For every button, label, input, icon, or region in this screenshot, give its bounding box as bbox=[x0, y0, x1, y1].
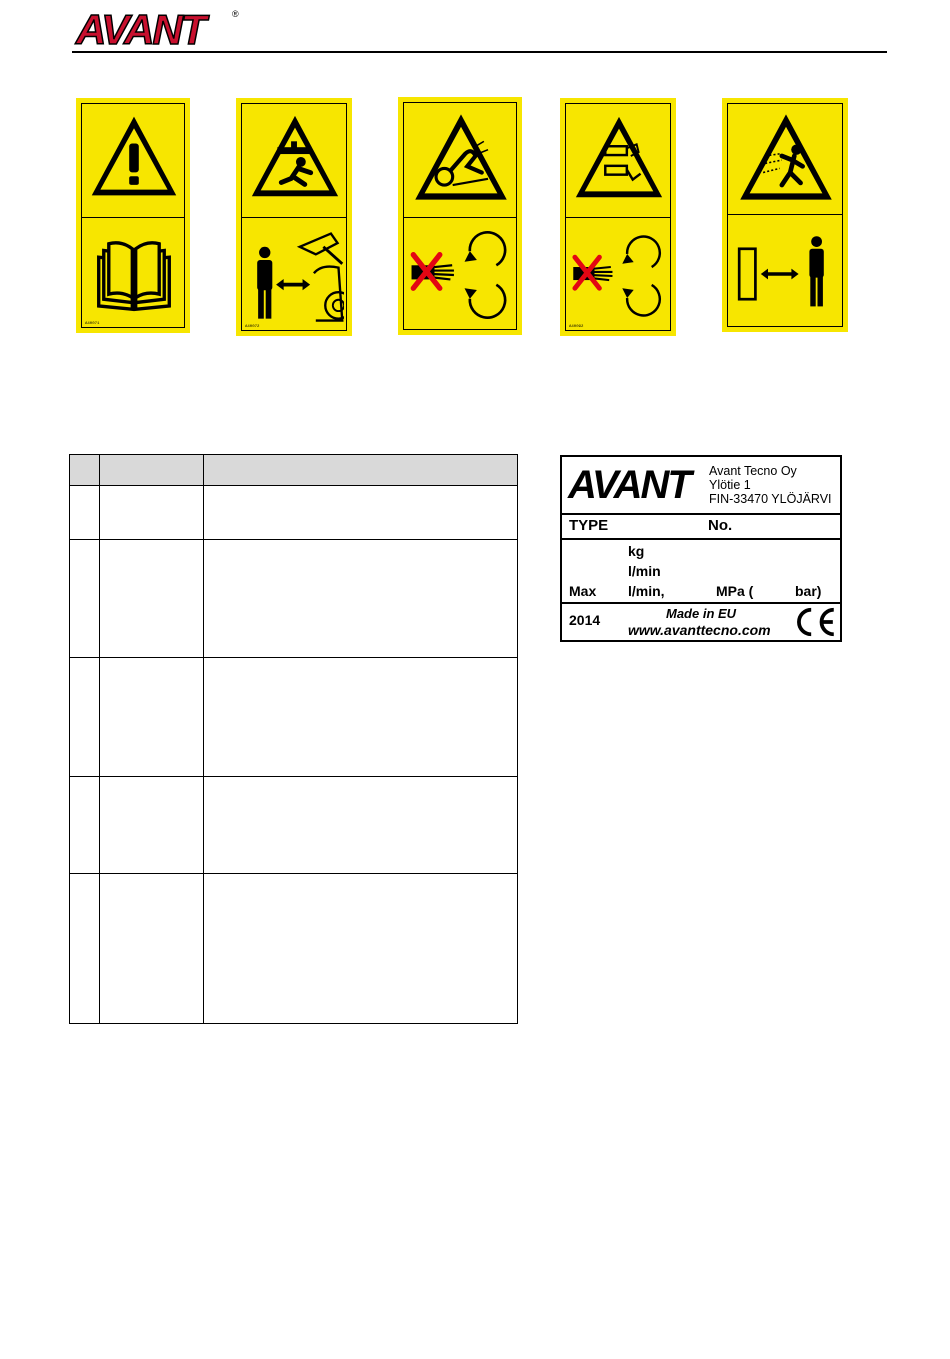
registered-mark: ® bbox=[232, 9, 239, 19]
plate-mpa-label: MPa ( bbox=[716, 583, 754, 599]
plate-address bbox=[709, 464, 832, 506]
header-cell-number bbox=[70, 455, 100, 486]
sticker-rotating-entanglement bbox=[398, 97, 522, 335]
sticker-code: A40072 bbox=[245, 325, 260, 329]
header-cell-description bbox=[204, 455, 518, 486]
table-cell bbox=[100, 658, 204, 777]
plate-bar-label: bar) bbox=[795, 583, 822, 599]
table-row bbox=[70, 777, 518, 874]
plate-website: www.avanttecno.com bbox=[628, 622, 771, 638]
thrown-objects-warning-icon bbox=[732, 106, 840, 210]
plate-divider bbox=[562, 602, 840, 604]
hand-crush-warning-icon bbox=[570, 107, 668, 209]
warning-triangle-icon bbox=[86, 107, 182, 207]
plate-max-label: Max bbox=[569, 583, 597, 599]
table-cell bbox=[204, 777, 518, 874]
table-row bbox=[70, 658, 518, 777]
header-divider bbox=[72, 51, 887, 53]
no-hands-rotating-icon bbox=[408, 223, 514, 327]
table-cell bbox=[70, 540, 100, 658]
type-plate bbox=[560, 455, 842, 642]
avant-logo bbox=[72, 6, 242, 50]
plate-kg-label: kg bbox=[628, 543, 645, 559]
sticker-code: A40092 bbox=[569, 325, 584, 329]
table-cell bbox=[70, 658, 100, 777]
table-row bbox=[70, 486, 518, 540]
plate-type-label: TYPE bbox=[569, 517, 609, 534]
table-cell bbox=[70, 777, 100, 874]
entanglement-warning-icon bbox=[408, 106, 514, 210]
table-cell bbox=[204, 540, 518, 658]
plate-avant-logo bbox=[566, 463, 706, 503]
plate-no-label: No. bbox=[708, 517, 733, 534]
no-hands-rotating-icon bbox=[570, 224, 668, 328]
table-cell bbox=[100, 777, 204, 874]
plate-divider bbox=[562, 513, 840, 515]
table-row bbox=[70, 540, 518, 658]
person-distance-icon bbox=[732, 226, 840, 322]
sticker-read-manual bbox=[76, 98, 190, 333]
plate-divider bbox=[562, 538, 840, 540]
header-cell-code bbox=[100, 455, 204, 486]
table-cell bbox=[70, 874, 100, 1024]
sticker-thrown-objects bbox=[722, 98, 848, 332]
sticker-code: A40071 bbox=[85, 322, 100, 326]
sticker-parts-table bbox=[69, 454, 518, 1024]
table-cell bbox=[100, 486, 204, 540]
table-cell bbox=[204, 874, 518, 1024]
ce-mark-icon bbox=[790, 606, 838, 638]
table-header-row bbox=[70, 455, 518, 486]
plate-lmin-label: l/min bbox=[628, 563, 661, 579]
plate-street: Ylötie 1 bbox=[709, 478, 751, 492]
plate-made-in: Made in EU bbox=[666, 606, 737, 621]
plate-city: FIN-33470 YLÖJÄRVI bbox=[709, 492, 832, 506]
plate-company: Avant Tecno Oy bbox=[709, 464, 797, 478]
table-cell bbox=[100, 874, 204, 1024]
plate-lmin2-label: l/min, bbox=[628, 583, 665, 599]
sticker-rotating-hand-crush bbox=[560, 98, 676, 336]
sticker-crush-hazard bbox=[236, 98, 352, 336]
table-cell bbox=[100, 540, 204, 658]
table-cell bbox=[204, 658, 518, 777]
plate-logo-text: AVANT bbox=[568, 463, 690, 503]
book-icon bbox=[86, 232, 182, 316]
plate-year: 2014 bbox=[569, 612, 601, 628]
table-cell bbox=[70, 486, 100, 540]
crush-warning-icon bbox=[246, 107, 344, 207]
logo-text: AVANT bbox=[76, 6, 205, 50]
table-row bbox=[70, 874, 518, 1024]
person-distance-machine-icon bbox=[246, 226, 344, 330]
table-cell bbox=[204, 486, 518, 540]
